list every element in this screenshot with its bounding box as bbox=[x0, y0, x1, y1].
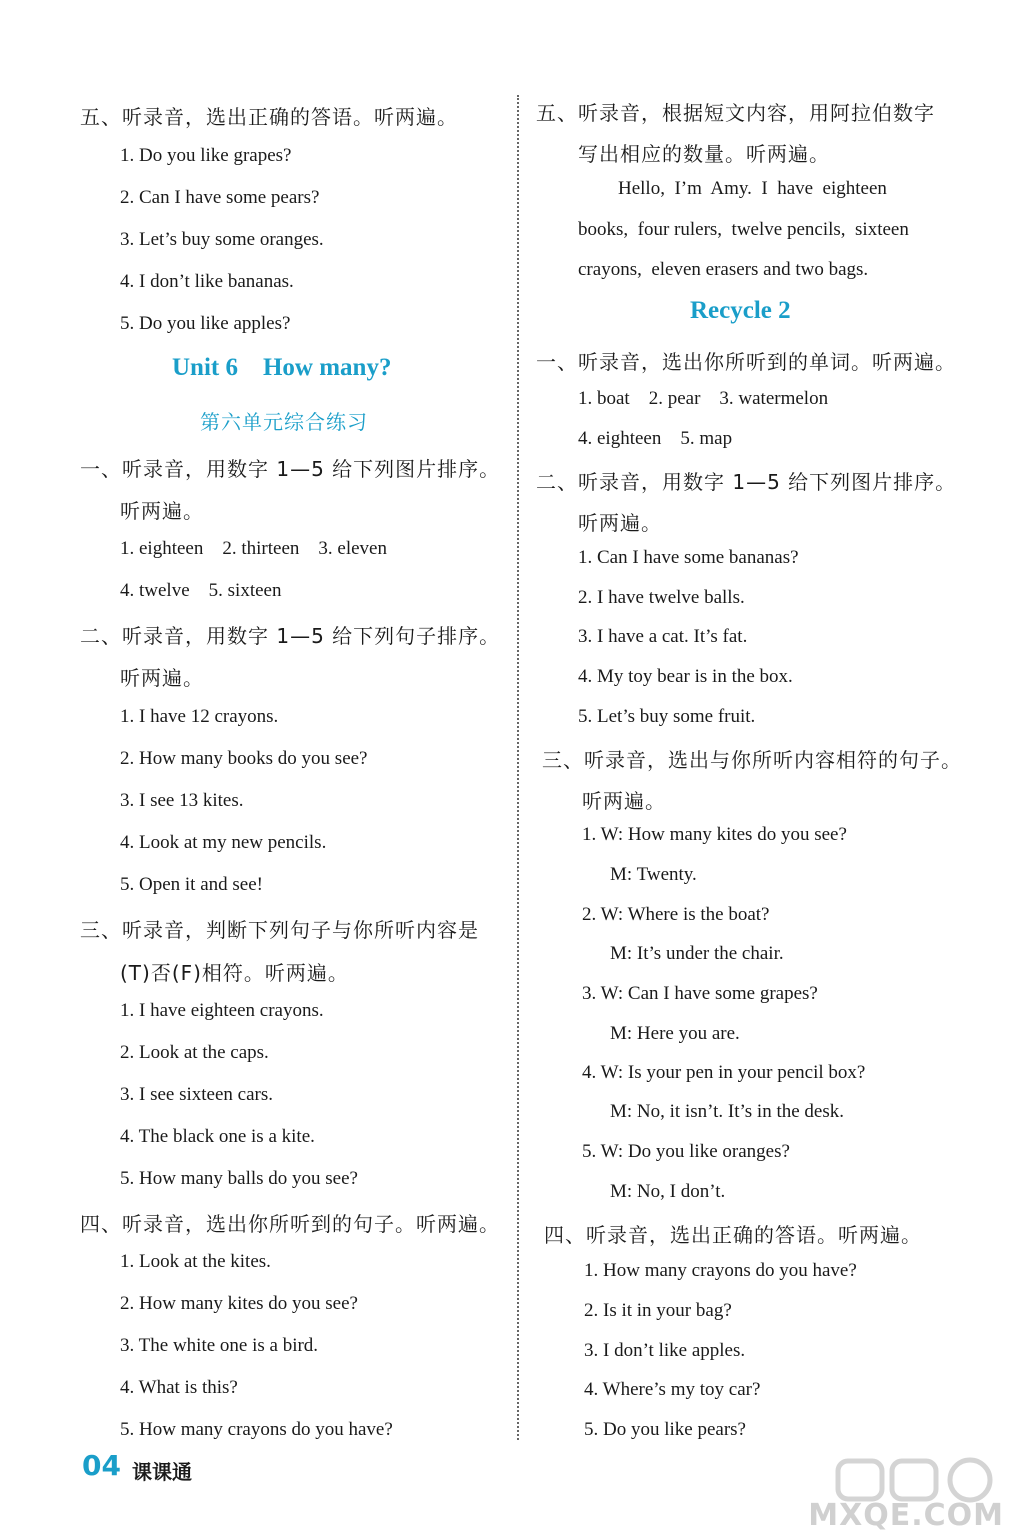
section-heading: 四、听录音，选出你所听到的句子。听两遍。 bbox=[80, 1212, 500, 1236]
list-item: 3. I see sixteen cars. bbox=[120, 1084, 273, 1105]
section-heading: 三、听录音，选出与你所听内容相符的句子。 bbox=[542, 748, 962, 772]
watermark-text: MXQE.COM bbox=[808, 1498, 1004, 1533]
section-heading: 写出相应的数量。听两遍。 bbox=[578, 142, 830, 166]
list-item: 2. How many kites do you see? bbox=[120, 1293, 358, 1314]
dialogue-line: M: No, I don’t. bbox=[610, 1181, 726, 1202]
unit-title: Unit 6 How many? bbox=[172, 354, 392, 381]
list-item: 1. I have eighteen crayons. bbox=[120, 1000, 324, 1021]
section-heading: 一、听录音，选出你所听到的单词。听两遍。 bbox=[536, 350, 956, 374]
list-item: 3. Let’s buy some oranges. bbox=[120, 229, 324, 250]
dialogue-line: 3. W: Can I have some grapes? bbox=[582, 983, 818, 1004]
section-heading: 听两遍。 bbox=[120, 499, 204, 523]
section-heading: 听两遍。 bbox=[120, 666, 204, 690]
watermark bbox=[808, 1455, 1010, 1533]
list-item: 4. twelve 5. sixteen bbox=[120, 580, 282, 601]
passage-line: Hello, I’m Amy. I have eighteen bbox=[618, 178, 887, 199]
section-heading: 五、听录音，根据短文内容，用阿拉伯数字 bbox=[536, 101, 935, 125]
list-item: 5. Do you like apples? bbox=[120, 313, 291, 334]
list-item: 4. eighteen 5. map bbox=[578, 428, 733, 449]
dialogue-line: M: Here you are. bbox=[610, 1023, 740, 1044]
section-heading: 听两遍。 bbox=[582, 789, 666, 813]
list-item: 4. Look at my new pencils. bbox=[120, 832, 327, 853]
list-item: 1. eighteen 2. thirteen 3. eleven bbox=[120, 538, 387, 559]
dialogue-line: M: Twenty. bbox=[610, 864, 697, 885]
book-brand: 课课通 bbox=[132, 1460, 192, 1484]
list-item: 1. Look at the kites. bbox=[120, 1251, 271, 1272]
passage-line: books, four rulers, twelve pencils, sixteen bbox=[578, 219, 909, 240]
recycle-title: Recycle 2 bbox=[690, 297, 791, 324]
list-item: 3. I don’t like apples. bbox=[584, 1340, 746, 1361]
dialogue-line: 5. W: Do you like oranges? bbox=[582, 1141, 790, 1162]
column-divider bbox=[517, 95, 519, 1440]
list-item: 3. I see 13 kites. bbox=[120, 790, 244, 811]
unit-subtitle: 第六单元综合练习 bbox=[200, 410, 368, 434]
list-item: 4. Where’s my toy car? bbox=[584, 1379, 761, 1400]
passage-line: crayons, eleven erasers and two bags. bbox=[578, 259, 869, 280]
list-item: 3. The white one is a bird. bbox=[120, 1335, 319, 1356]
dialogue-line: 2. W: Where is the boat? bbox=[582, 904, 770, 925]
section-heading: 听两遍。 bbox=[578, 511, 662, 535]
list-item: 2. Can I have some pears? bbox=[120, 187, 320, 208]
section-heading: 二、听录音，用数字 1—5 给下列图片排序。 bbox=[536, 470, 957, 494]
list-item: 1. Do you like grapes? bbox=[120, 145, 292, 166]
list-item: 2. Is it in your bag? bbox=[584, 1300, 732, 1321]
list-item: 5. How many crayons do you have? bbox=[120, 1419, 393, 1440]
list-item: 5. Open it and see! bbox=[120, 874, 263, 895]
list-item: 4. I don’t like bananas. bbox=[120, 271, 294, 292]
list-item: 1. boat 2. pear 3. watermelon bbox=[578, 388, 829, 409]
list-item: 2. How many books do you see? bbox=[120, 748, 368, 769]
section-heading: 三、听录音，判断下列句子与你所听内容是 bbox=[80, 918, 479, 942]
list-item: 5. Let’s buy some fruit. bbox=[578, 706, 756, 727]
section-heading: 五、听录音，选出正确的答语。听两遍。 bbox=[80, 105, 458, 129]
list-item: 4. What is this? bbox=[120, 1377, 238, 1398]
list-item: 4. My toy bear is in the box. bbox=[578, 666, 793, 687]
section-heading: 二、听录音，用数字 1—5 给下列句子排序。 bbox=[80, 624, 501, 648]
list-item: 2. Look at the caps. bbox=[120, 1042, 269, 1063]
list-item: 1. Can I have some bananas? bbox=[578, 547, 799, 568]
list-item: 5. How many balls do you see? bbox=[120, 1168, 358, 1189]
list-item: 2. I have twelve balls. bbox=[578, 587, 745, 608]
dialogue-line: 1. W: How many kites do you see? bbox=[582, 824, 847, 845]
dialogue-line: M: No, it isn’t. It’s in the desk. bbox=[610, 1101, 844, 1122]
page-number: 04 bbox=[82, 1449, 121, 1482]
section-heading: 四、听录音，选出正确的答语。听两遍。 bbox=[544, 1223, 922, 1247]
dialogue-line: M: It’s under the chair. bbox=[610, 943, 784, 964]
dialogue-line: 4. W: Is your pen in your pencil box? bbox=[582, 1062, 866, 1083]
list-item: 3. I have a cat. It’s fat. bbox=[578, 626, 748, 647]
list-item: 5. Do you like pears? bbox=[584, 1419, 746, 1440]
section-heading: 一、听录音，用数字 1—5 给下列图片排序。 bbox=[80, 457, 501, 481]
section-heading: (T)否(F)相符。听两遍。 bbox=[120, 961, 349, 985]
list-item: 1. I have 12 crayons. bbox=[120, 706, 279, 727]
list-item: 1. How many crayons do you have? bbox=[584, 1260, 857, 1281]
list-item: 4. The black one is a kite. bbox=[120, 1126, 315, 1147]
